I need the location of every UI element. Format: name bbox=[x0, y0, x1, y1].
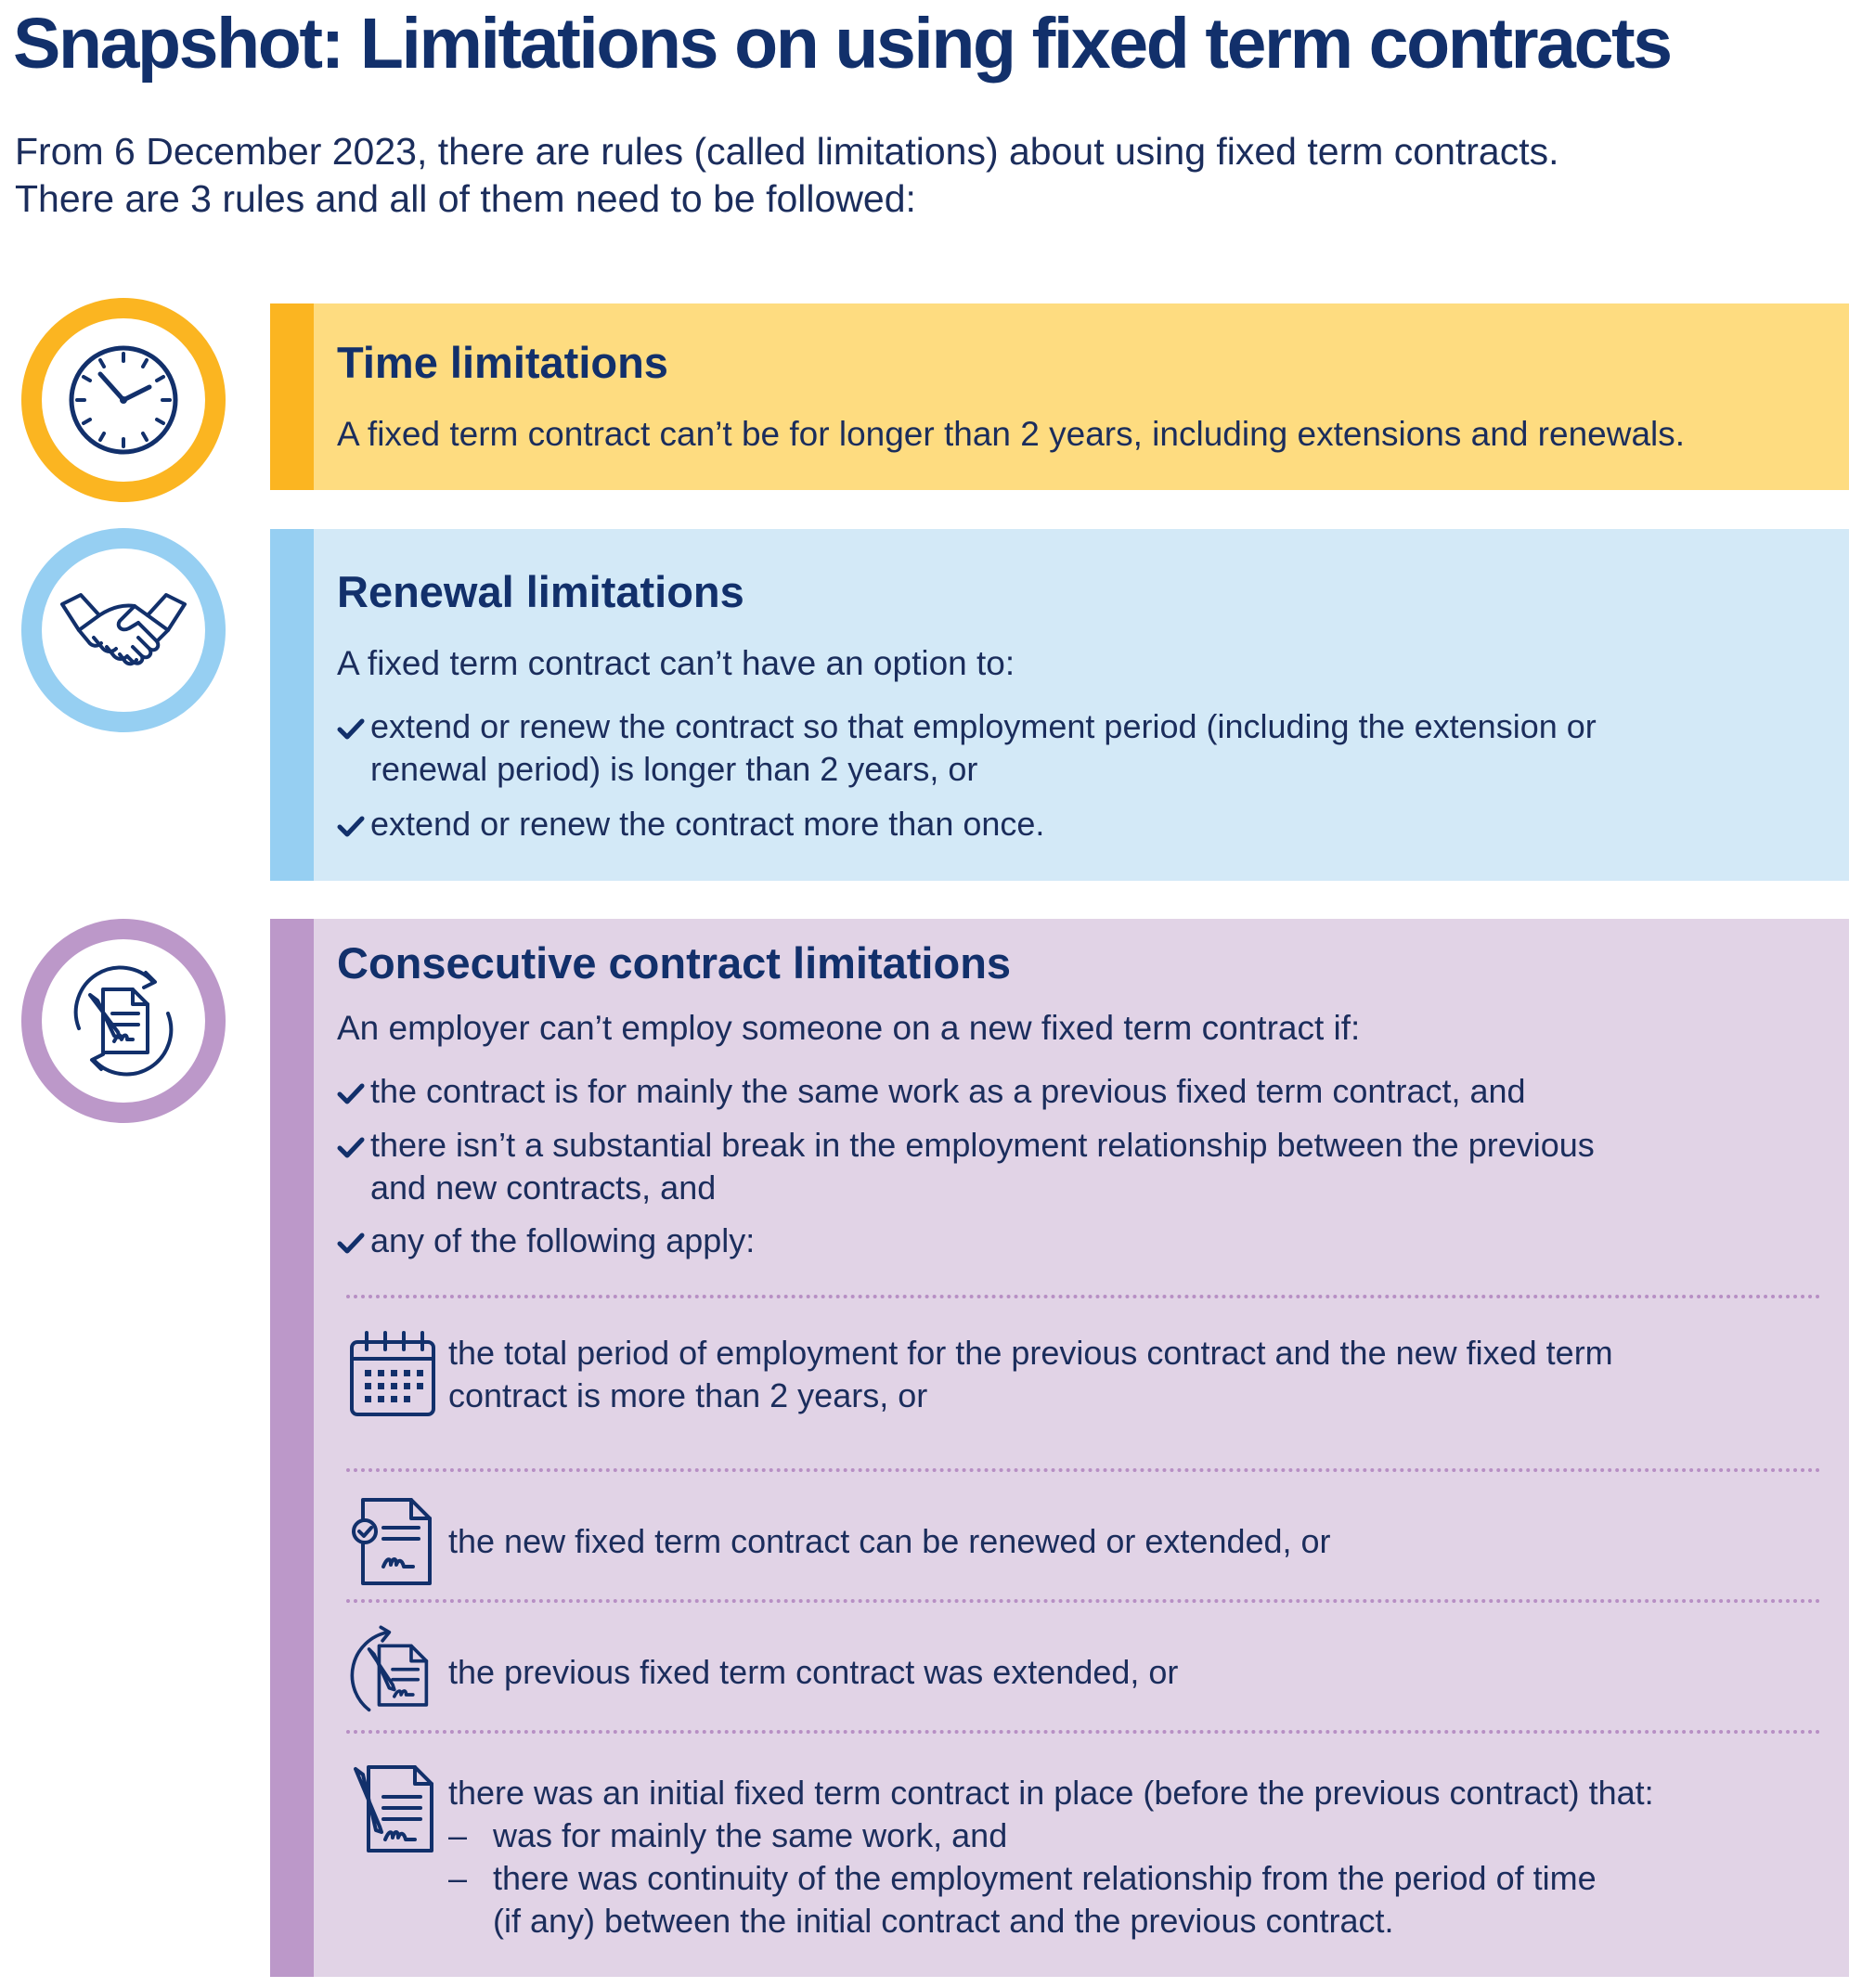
divider bbox=[346, 1468, 1821, 1472]
condition-text bbox=[448, 1520, 1785, 1563]
divider bbox=[346, 1295, 1821, 1298]
list-item-line: and new contracts, and bbox=[370, 1168, 717, 1207]
check-icon bbox=[337, 1220, 365, 1262]
intro-line-2: There are 3 rules and all of them need to be followed: bbox=[15, 177, 916, 220]
list-item-line: the contract is for mainly the same work as a previous fixed term contract, and bbox=[370, 1072, 1526, 1110]
check-icon bbox=[337, 1124, 365, 1167]
time-limitations-text: A fixed term contract can’t be for longer than 2 years, including extensions and renewals. bbox=[337, 415, 1686, 453]
condition-line: the total period of employment for the previous contract and the new fixed term bbox=[448, 1334, 1613, 1372]
condition-text bbox=[448, 1772, 1785, 1943]
list-item-line: extend or renew the contract more than once. bbox=[370, 805, 1045, 843]
contract-cycle-icon bbox=[21, 919, 226, 1123]
sub-list-line: (if any) between the initial contract and the previous contract. bbox=[493, 1902, 1394, 1940]
list-item-line: any of the following apply: bbox=[370, 1221, 756, 1259]
clock-icon bbox=[21, 298, 226, 502]
consecutive-limitations-text: An employer can’t employ someone on a new fixed term contract if: bbox=[337, 1009, 1361, 1047]
document-extend-icon bbox=[346, 1620, 439, 1713]
intro-line-1: From 6 December 2023, there are rules (called limitations) about using fixed term contracts. bbox=[15, 130, 1559, 173]
check-icon bbox=[337, 803, 365, 846]
document-pen-icon bbox=[346, 1762, 439, 1854]
check-icon bbox=[337, 705, 365, 748]
sub-list-line: there was continuity of the employment relationship from the period of time bbox=[493, 1859, 1597, 1897]
consecutive-limitations-panel bbox=[270, 919, 1849, 1977]
panel-accent-bar bbox=[270, 303, 314, 490]
list-item-line: extend or renew the contract so that employment period (including the extension or bbox=[370, 707, 1597, 745]
document-check-icon bbox=[346, 1494, 439, 1587]
sub-list-item bbox=[448, 1857, 1785, 1943]
condition-text bbox=[448, 1651, 1785, 1694]
divider bbox=[346, 1599, 1821, 1603]
dash-bullet: – bbox=[448, 1816, 468, 1854]
consecutive-limitations-heading: Consecutive contract limitations bbox=[337, 938, 1012, 988]
renewal-limitations-text: A fixed term contract can’t have an option to: bbox=[337, 644, 1015, 682]
sub-list-item bbox=[448, 1814, 1785, 1857]
time-limitations-heading: Time limitations bbox=[337, 338, 668, 387]
check-icon bbox=[337, 1070, 365, 1113]
list-item-line: there isn’t a substantial break in the employment relationship between the previous bbox=[370, 1126, 1595, 1164]
sub-list-line: was for mainly the same work, and bbox=[493, 1816, 1008, 1854]
condition-line: the previous fixed term contract was extended, or bbox=[448, 1653, 1179, 1691]
handshake-icon bbox=[21, 528, 226, 732]
time-limitations-panel bbox=[270, 303, 1849, 490]
condition-line: contract is more than 2 years, or bbox=[448, 1376, 928, 1414]
dash-bullet: – bbox=[448, 1859, 468, 1897]
page-title: Snapshot: Limitations on using fixed term contracts bbox=[13, 4, 1671, 84]
intro-text bbox=[15, 128, 1559, 223]
condition-line: there was an initial fixed term contract in place (before the previous contract) that: bbox=[448, 1774, 1654, 1812]
list-item-line: renewal period) is longer than 2 years, or bbox=[370, 750, 978, 788]
panel-accent-bar bbox=[270, 919, 314, 1977]
condition-line: the new fixed term contract can be renewed or extended, or bbox=[448, 1522, 1331, 1560]
calendar-icon bbox=[346, 1327, 439, 1420]
renewal-limitations-panel bbox=[270, 529, 1849, 881]
renewal-limitations-heading: Renewal limitations bbox=[337, 567, 744, 616]
divider bbox=[346, 1730, 1821, 1734]
panel-accent-bar bbox=[270, 529, 314, 881]
condition-text bbox=[448, 1332, 1785, 1417]
